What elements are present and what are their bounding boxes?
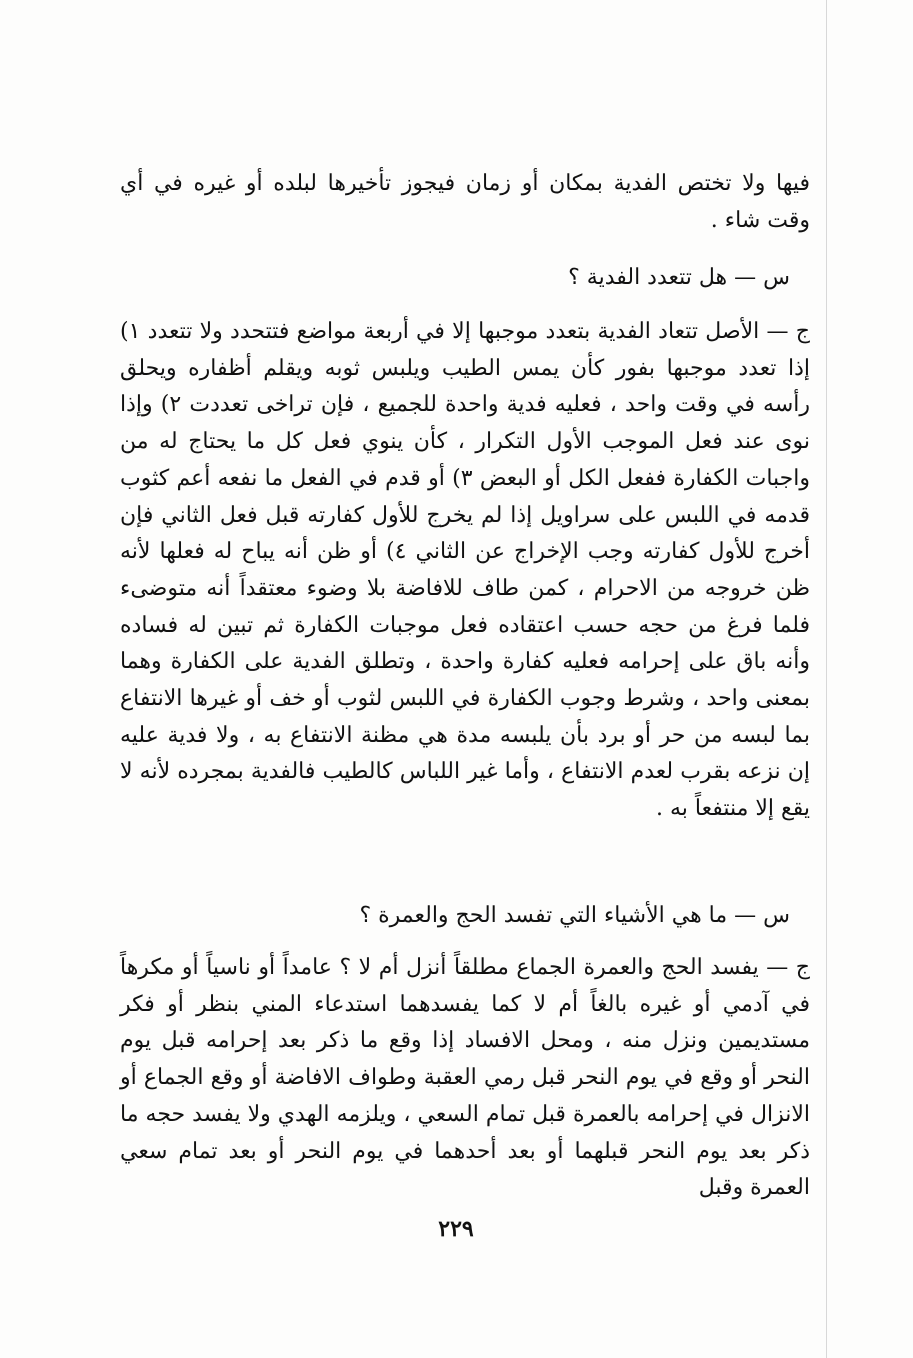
- text-block-1: [120, 166, 810, 239]
- text-block-4: [120, 898, 810, 935]
- text-block-2: [120, 260, 810, 297]
- question-heading-2: س — ما هي الأشياء التي تفسد الحج والعمرة ؟: [359, 903, 790, 928]
- page-number: ٢٢٩: [438, 1216, 474, 1242]
- question-heading-1: س — هل تتعدد الفدية ؟: [568, 265, 790, 290]
- text-block-3: [120, 314, 810, 828]
- text-block-5: [120, 950, 810, 1207]
- answer-paragraph-2: ج — يفسد الحج والعمرة الجماع مطلقاً أنزل أم لا ؟ عامداً أو ناسياً أو مكرهاً في آدمي أو غيره بالغاً أم لا كما يفسدهما استدعاء المني بنظر أو فكر مستديمين ونزل منه ، ومحل الافساد إذا وقع ما ذكر بعد إحرامه قبل يوم النحر أو وقع في يوم النحر قبل رمي العقبة وطواف الافاضة أو وقع الجماع أو الانزال في إحرامه بالعمرة قبل تمام السعي ، ويلزمه الهدي ولا يفسد حجه ما ذكر بعد يوم النحر قبلهما أو بعد أحدهما في يوم النحر أو بعد تمام سعي العمرة وقبل: [120, 955, 810, 1201]
- answer-paragraph-1: ج — الأصل تتعاد الفدية بتعدد موجبها إلا في أربعة مواضع فتتحدد ولا تتعدد ١) إذا تعدد موجبها بفور كأن يمس الطيب ويلبس ثوبه ويقلم أظفاره ويحلق رأسه في وقت واحد ، فعليه فدية واحدة للجميع ، فإن تراخى تعددت ٢) وإذا نوى عند فعل الموجب الأول التكرار ، كأن ينوي فعل كل ما يحتاج له من واجبات الكفارة ففعل الكل أو البعض ٣) أو قدم في الفعل ما نفعه أعم كثوب قدمه في اللبس على سراويل إذا لم يخرج للأول كفارته قبل فعل الثاني فإن أخرج للأول كفارته وجب الإخراج عن الثاني ٤) أو ظن أنه يباح له فعلها لأنه ظن خروجه من الاحرام ، كمن طاف للافاضة بلا وضوء معتقداً أنه متوضىء فلما فرغ من حجه حسب اعتقاده فعل موجبات الكفارة ثم تبين له فساده وأنه باق على إحرامه فعليه كفارة واحدة ، وتطلق الفدية على الكفارة وهما بمعنى واحد ، وشرط وجوب الكفارة في اللبس لثوب أو خف أو غيرها الانتفاع بما لبسه من حر أو برد بأن يلبسه مدة هي مظنة الانتفاع به ، ولا فدية عليه إن نزعه بقرب لعدم الانتفاع ، وأما غير اللباس كالطيب فالفدية بمجرده لأنه لا يقع إلا منتفعاً به .: [120, 319, 810, 822]
- paragraph-continuation: فيها ولا تختص الفدية بمكان أو زمان فيجوز تأخيرها لبلده أو غيره في أي وقت شاء .: [120, 171, 810, 233]
- page-edge-line: [826, 0, 827, 1358]
